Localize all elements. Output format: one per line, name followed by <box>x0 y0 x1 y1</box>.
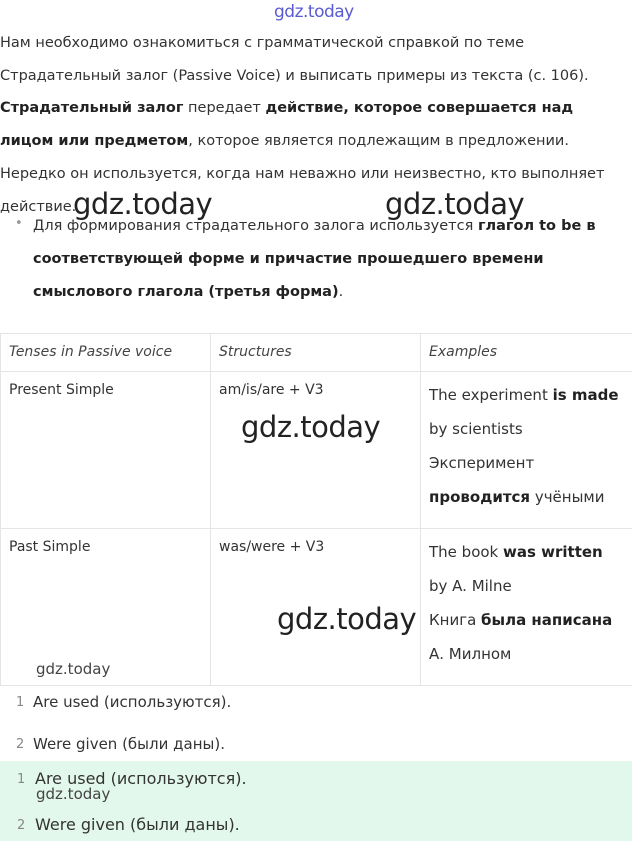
example-text: Книга <box>429 611 482 629</box>
table-header-structures: Structures <box>211 334 421 372</box>
structure-cell: was/were + V3 <box>211 529 421 686</box>
structure-cell: am/is/are + V3 <box>211 372 421 529</box>
table-row <box>1 372 632 529</box>
example-text: учёными <box>530 488 605 506</box>
example-cell <box>421 529 632 686</box>
example-text: А. Милном <box>429 645 512 663</box>
list-item-number: 2 <box>16 737 25 752</box>
example-text: Эксперимент <box>429 454 535 472</box>
example-bold: была написана <box>481 611 613 629</box>
list-item-number: 2 <box>17 818 26 833</box>
example-english <box>429 535 624 603</box>
bullet-text-1: Для формирования страдательного залога используется <box>33 218 478 234</box>
example-russian <box>429 603 624 671</box>
list-item <box>0 734 632 758</box>
definition-text-1: передает <box>183 100 266 116</box>
watermark-table-2: gdz.today <box>277 602 417 636</box>
watermark-table-1: gdz.today <box>241 410 381 444</box>
intro-line-1: Нам необходимо ознакомиться с грамматической справкой по теме <box>0 35 525 51</box>
list-item-text: Were given (были даны). <box>35 815 240 834</box>
watermark-green: gdz.today <box>36 785 111 803</box>
watermark-middle-left: gdz.today <box>73 187 213 221</box>
bullet-paragraph <box>33 210 628 309</box>
bullet-text-2: . <box>338 284 344 300</box>
watermark-middle-right: gdz.today <box>385 187 525 221</box>
list-item-text: Are used (используются). <box>33 693 232 711</box>
table-header-row <box>1 334 632 372</box>
bullet-dot-icon: • <box>15 216 23 231</box>
list-item-text: Are used (используются). <box>35 769 247 788</box>
example-bold: was written <box>503 543 603 561</box>
example-text: by A. Milne <box>429 577 512 595</box>
example-bold: проводится <box>429 488 531 506</box>
definition-text-2: , которое является подлежащим в предложении. Нередко он используется, когда нам неважно или неизвестно, кто выполняет действие. <box>0 133 605 215</box>
example-english <box>429 378 624 446</box>
tense-cell: Present Simple <box>1 372 211 529</box>
example-bold: is made <box>552 386 619 404</box>
list-item-text: Were given (были даны). <box>33 735 225 753</box>
tense-cell: Past Simple <box>1 529 211 686</box>
intro-line-2: Страдательный залог (Passive Voice) и выписать примеры из текста (с. 106). <box>0 68 589 84</box>
example-text: The experiment <box>429 386 553 404</box>
table-header-examples: Examples <box>421 334 632 372</box>
watermark-top: gdz.today <box>274 2 354 22</box>
example-cell <box>421 372 632 529</box>
example-text: by scientists <box>429 420 523 438</box>
watermark-table-small: gdz.today <box>36 660 111 678</box>
definition-bold-phrase: действие, которое совершается над лицом или предметом <box>0 100 574 149</box>
list-item-number: 1 <box>16 695 25 710</box>
definition-term: Страдательный залог <box>0 100 184 116</box>
list-item <box>0 815 632 839</box>
highlighted-answer-block <box>0 761 632 841</box>
list-item <box>0 692 632 716</box>
bullet-bold-phrase: глагол to be в соответствующей форме и причастие прошедшего времени смыслового глагола (третья форма) <box>33 218 596 300</box>
table-header-tenses: Tenses in Passive voice <box>1 334 211 372</box>
example-russian <box>429 446 624 514</box>
example-text: The book <box>429 543 503 561</box>
list-item-number: 1 <box>17 772 26 787</box>
intro-paragraph <box>0 27 628 93</box>
